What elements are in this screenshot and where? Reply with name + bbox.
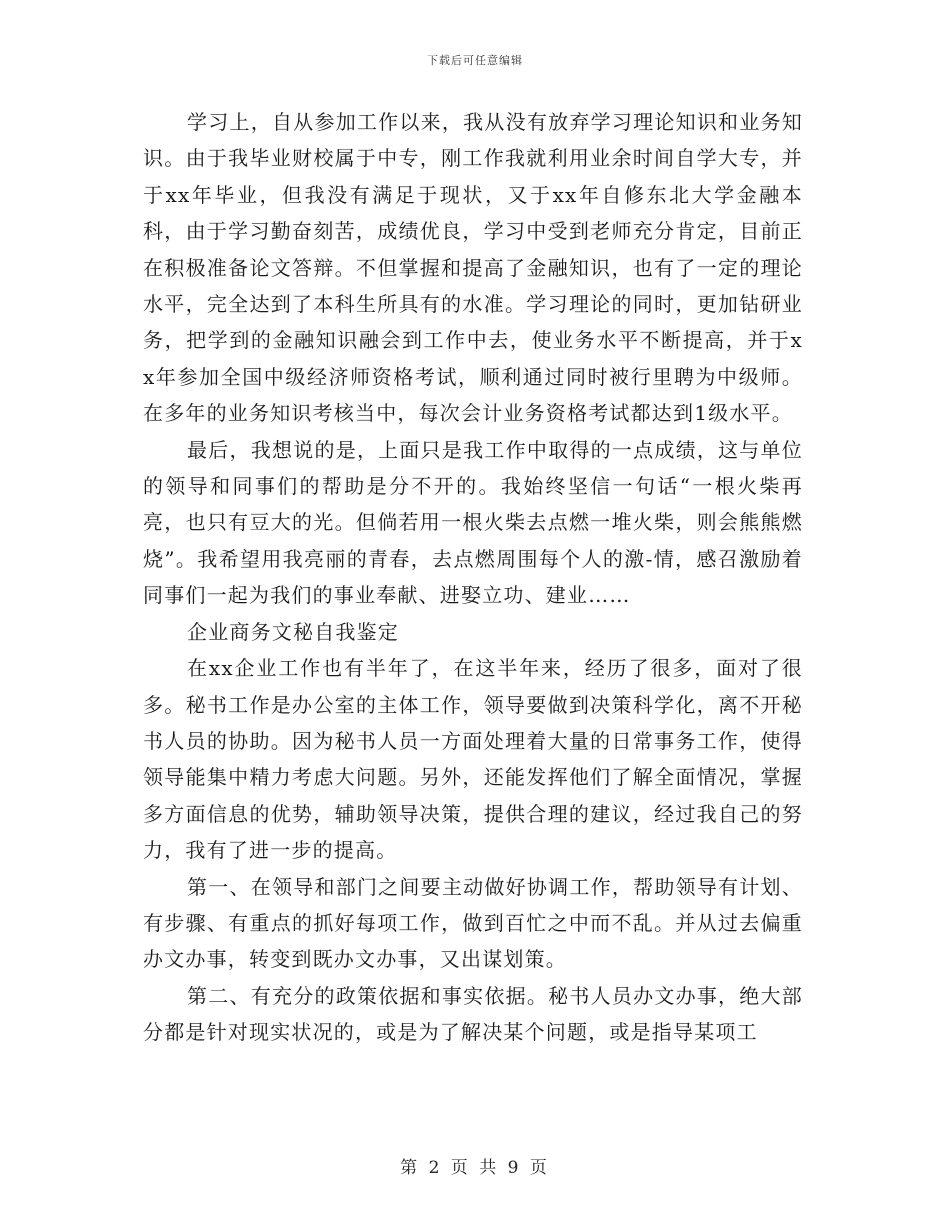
paragraph-intro: 在xx企业工作也有半年了，在这半年来，经历了很多，面对了很多。秘书工作是办公室的主体工作，领导要做到决策科学化，离不开秘书人员的协助。因为秘书人员一方面处理着大量的日常事务工作，使得领导能集中精力考虑大问题。另外，还能发挥他们了解全面情况，掌握多方面信息的优势，辅助领导决策，提供合理的建议，经过我自己的努力，我有了进一步的提高。 <box>143 656 803 863</box>
paragraph-second: 第二、有充分的政策依据和事实依据。秘书人员办文办事，绝大部分都是针对现实状况的，或是为了解决某个问题，或是指导某项工 <box>143 983 803 1045</box>
paragraph-study: 学习上，自从参加工作以来，我从没有放弃学习理论知识和业务知识。由于我毕业财校属于中专，刚工作我就利用业余时间自学大专，并于xx年毕业，但我没有满足于现状，又于xx年自修东北大学金融本科，由于学习勤奋刻苦，成绩优良，学习中受到老师充分肯定，目前正在积极准备论文答辩。不但掌握和提高了金融知识，也有了一定的理论水平，完全达到了本科生所具有的水准。学习理论的同时，更加钻研业务，把学到的金融知识融会到工作中去，使业务水平不断提高，并于xx年参加全国中级经济师资格考试，顺利通过同时被行里聘为中级师。在多年的业务知识考核当中，每次会计业务资格考试都达到1级水平。 <box>143 110 803 426</box>
paragraph-conclusion: 最后，我想说的是，上面只是我工作中取得的一点成绩，这与单位的领导和同事们的帮助是分不开的。我始终坚信一句话“一根火柴再亮，也只有豆大的光。但倘若用一根火柴去点燃一堆火柴，则会熊熊燃烧”。我希望用我亮丽的青春，去点燃周围每个人的激-情，感召激励着同事们一起为我们的事业奉献、进娶立功、建业…… <box>143 437 803 608</box>
page-header: 下载后可任意编辑 <box>427 54 523 67</box>
document-body <box>143 104 803 1051</box>
page-number: 第 2 页 共 9 页 <box>400 1158 550 1178</box>
paragraph-first: 第一、在领导和部门之间要主动做好协调工作，帮助领导有计划、有步骤、有重点的抓好每项工作，做到百忙之中而不乱。并从过去偏重办文办事，转变到既办文办事，又出谋划策。 <box>143 874 803 972</box>
section-title: 企业商务文秘自我鉴定 <box>187 619 399 644</box>
